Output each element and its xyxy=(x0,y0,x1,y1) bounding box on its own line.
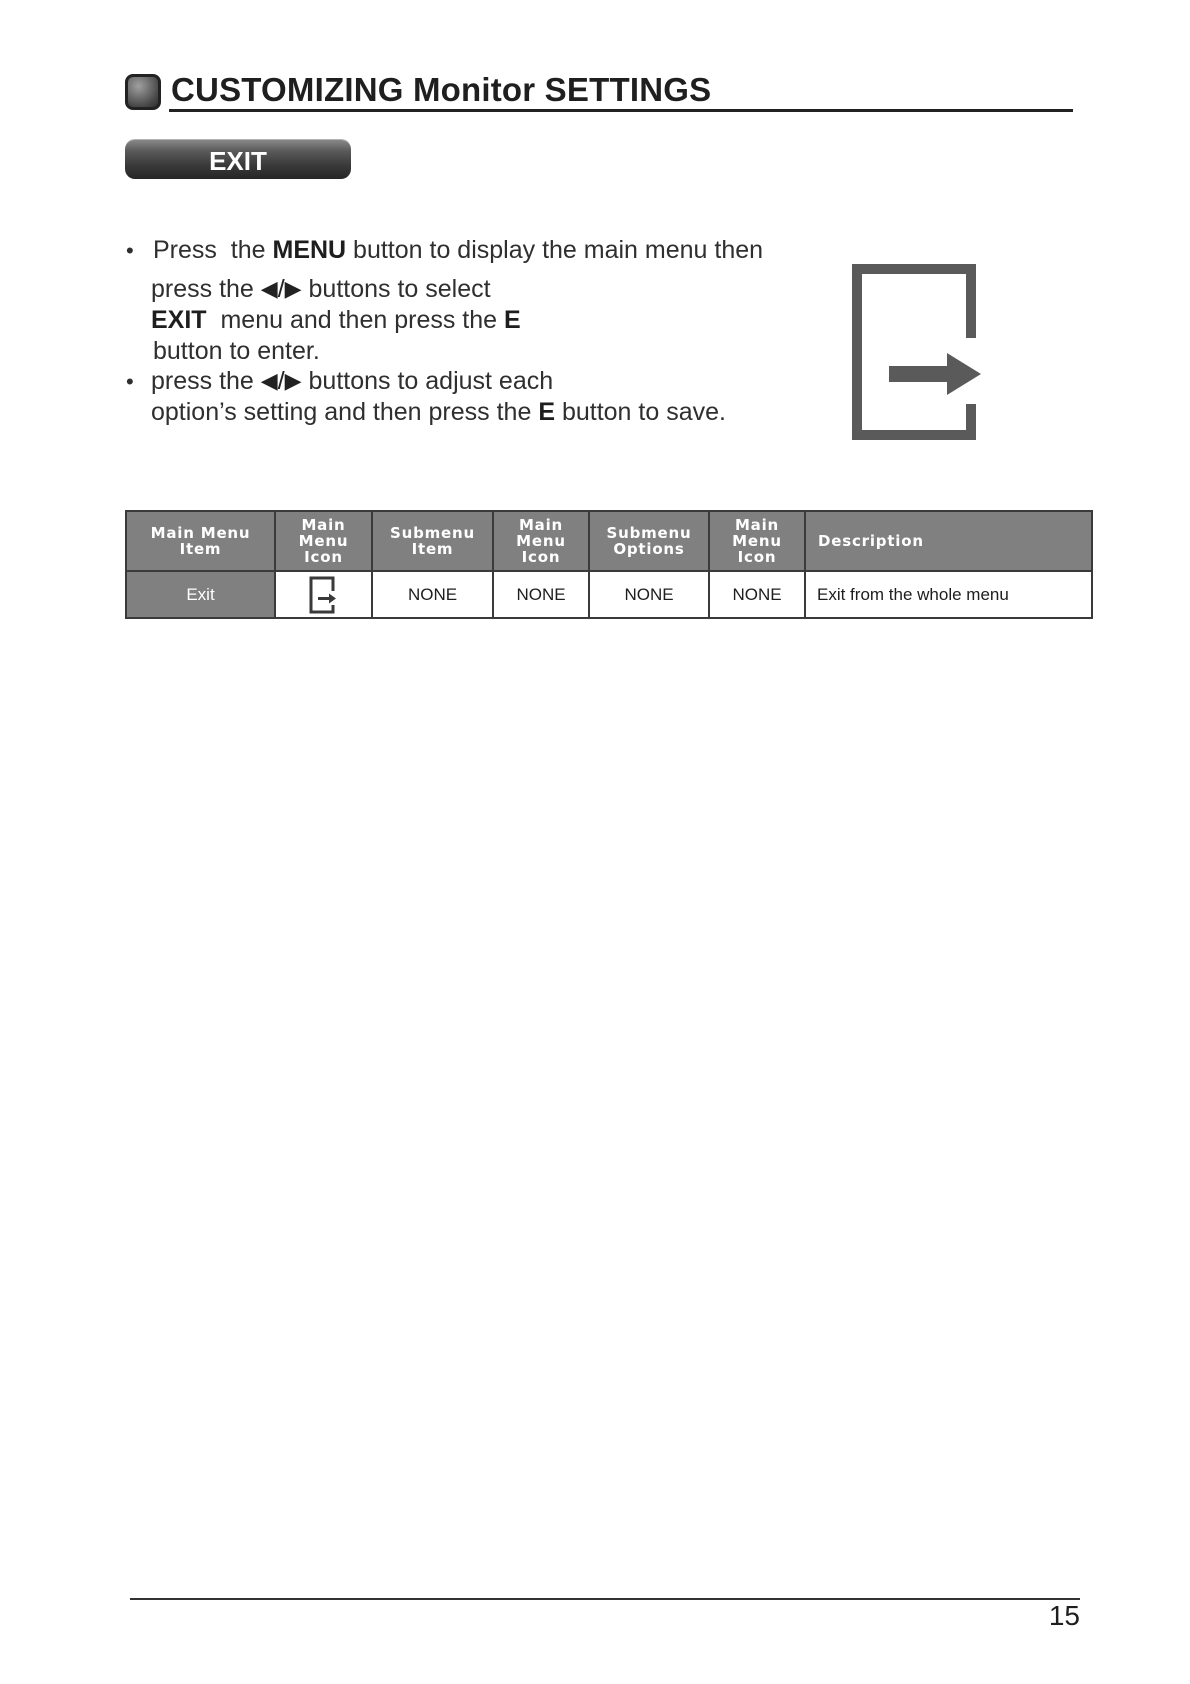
table-header-row xyxy=(126,511,1092,571)
e-key-label: E xyxy=(538,398,555,426)
e-key-label: E xyxy=(504,306,521,334)
header-text: Main Menu Item xyxy=(150,524,251,558)
header-text: Submenu Item xyxy=(390,524,475,558)
instruction-text: button to display the main menu then xyxy=(346,236,764,264)
cell-options-icon: NONE xyxy=(709,571,805,618)
instruction-text: option’s setting and then press the xyxy=(151,398,539,426)
instruction-text: buttons to adjust each xyxy=(301,367,554,395)
col-header-main-menu-icon xyxy=(275,511,372,571)
slash-separator: / xyxy=(277,367,285,395)
bullet-2: • xyxy=(126,369,134,394)
col-header-submenu-item xyxy=(372,511,493,571)
exit-icon xyxy=(851,263,991,441)
col-header-main-menu-icon-2 xyxy=(493,511,589,571)
header-rule xyxy=(169,109,1073,112)
header-text: Main Menu Icon xyxy=(298,516,349,566)
instruction-line-3 xyxy=(151,305,521,335)
cell-main-menu-item: Exit xyxy=(126,571,275,618)
left-arrow-icon: ◀ xyxy=(260,368,278,393)
right-arrow-icon: ▶ xyxy=(284,276,302,301)
exit-icon xyxy=(309,576,339,614)
section-tab-exit xyxy=(125,139,351,179)
right-arrow-icon: ▶ xyxy=(284,368,302,393)
instruction-line-6 xyxy=(151,397,726,427)
instruction-line-2 xyxy=(151,274,491,304)
page-header xyxy=(125,72,1073,112)
col-header-description xyxy=(805,511,1092,571)
menu-table xyxy=(125,510,1093,619)
cell-submenu-options: NONE xyxy=(589,571,709,618)
header-bullet-square xyxy=(125,74,161,110)
header-text: Description xyxy=(818,532,924,550)
cell-submenu-item: NONE xyxy=(372,571,493,618)
instruction-text: button to save. xyxy=(555,398,726,426)
header-text: Main Menu Icon xyxy=(732,516,782,566)
instruction-line-5 xyxy=(151,366,553,396)
page-title: CUSTOMIZING Monitor SETTINGS xyxy=(171,71,712,108)
col-header-main-menu-item xyxy=(126,511,275,571)
instruction-text: Press the xyxy=(153,236,273,264)
header-text: Submenu Options xyxy=(606,524,692,558)
instruction-line-1 xyxy=(153,235,763,265)
cell-main-menu-icon xyxy=(275,571,372,618)
left-arrow-icon: ◀ xyxy=(260,276,278,301)
page-number: 15 xyxy=(1048,1600,1080,1631)
instruction-text: press the xyxy=(151,367,261,395)
instruction-line-4: button to enter. xyxy=(153,337,320,365)
exit-key-label: EXIT xyxy=(151,306,207,334)
col-header-main-menu-icon-3 xyxy=(709,511,805,571)
cell-submenu-icon: NONE xyxy=(493,571,589,618)
slash-separator: / xyxy=(277,275,285,303)
table-row xyxy=(126,571,1092,618)
instruction-text: buttons to select xyxy=(301,275,491,303)
bullet-1: • xyxy=(126,238,134,263)
header-text: Main Menu Icon xyxy=(516,516,566,566)
cell-description: Exit from the whole menu xyxy=(805,571,1092,618)
instruction-text: press the xyxy=(151,275,261,303)
footer-rule xyxy=(130,1598,1080,1600)
section-tab-label: EXIT xyxy=(209,146,267,176)
menu-key-label: MENU xyxy=(272,236,347,264)
col-header-submenu-options xyxy=(589,511,709,571)
instruction-text: menu and then press the xyxy=(206,306,504,334)
